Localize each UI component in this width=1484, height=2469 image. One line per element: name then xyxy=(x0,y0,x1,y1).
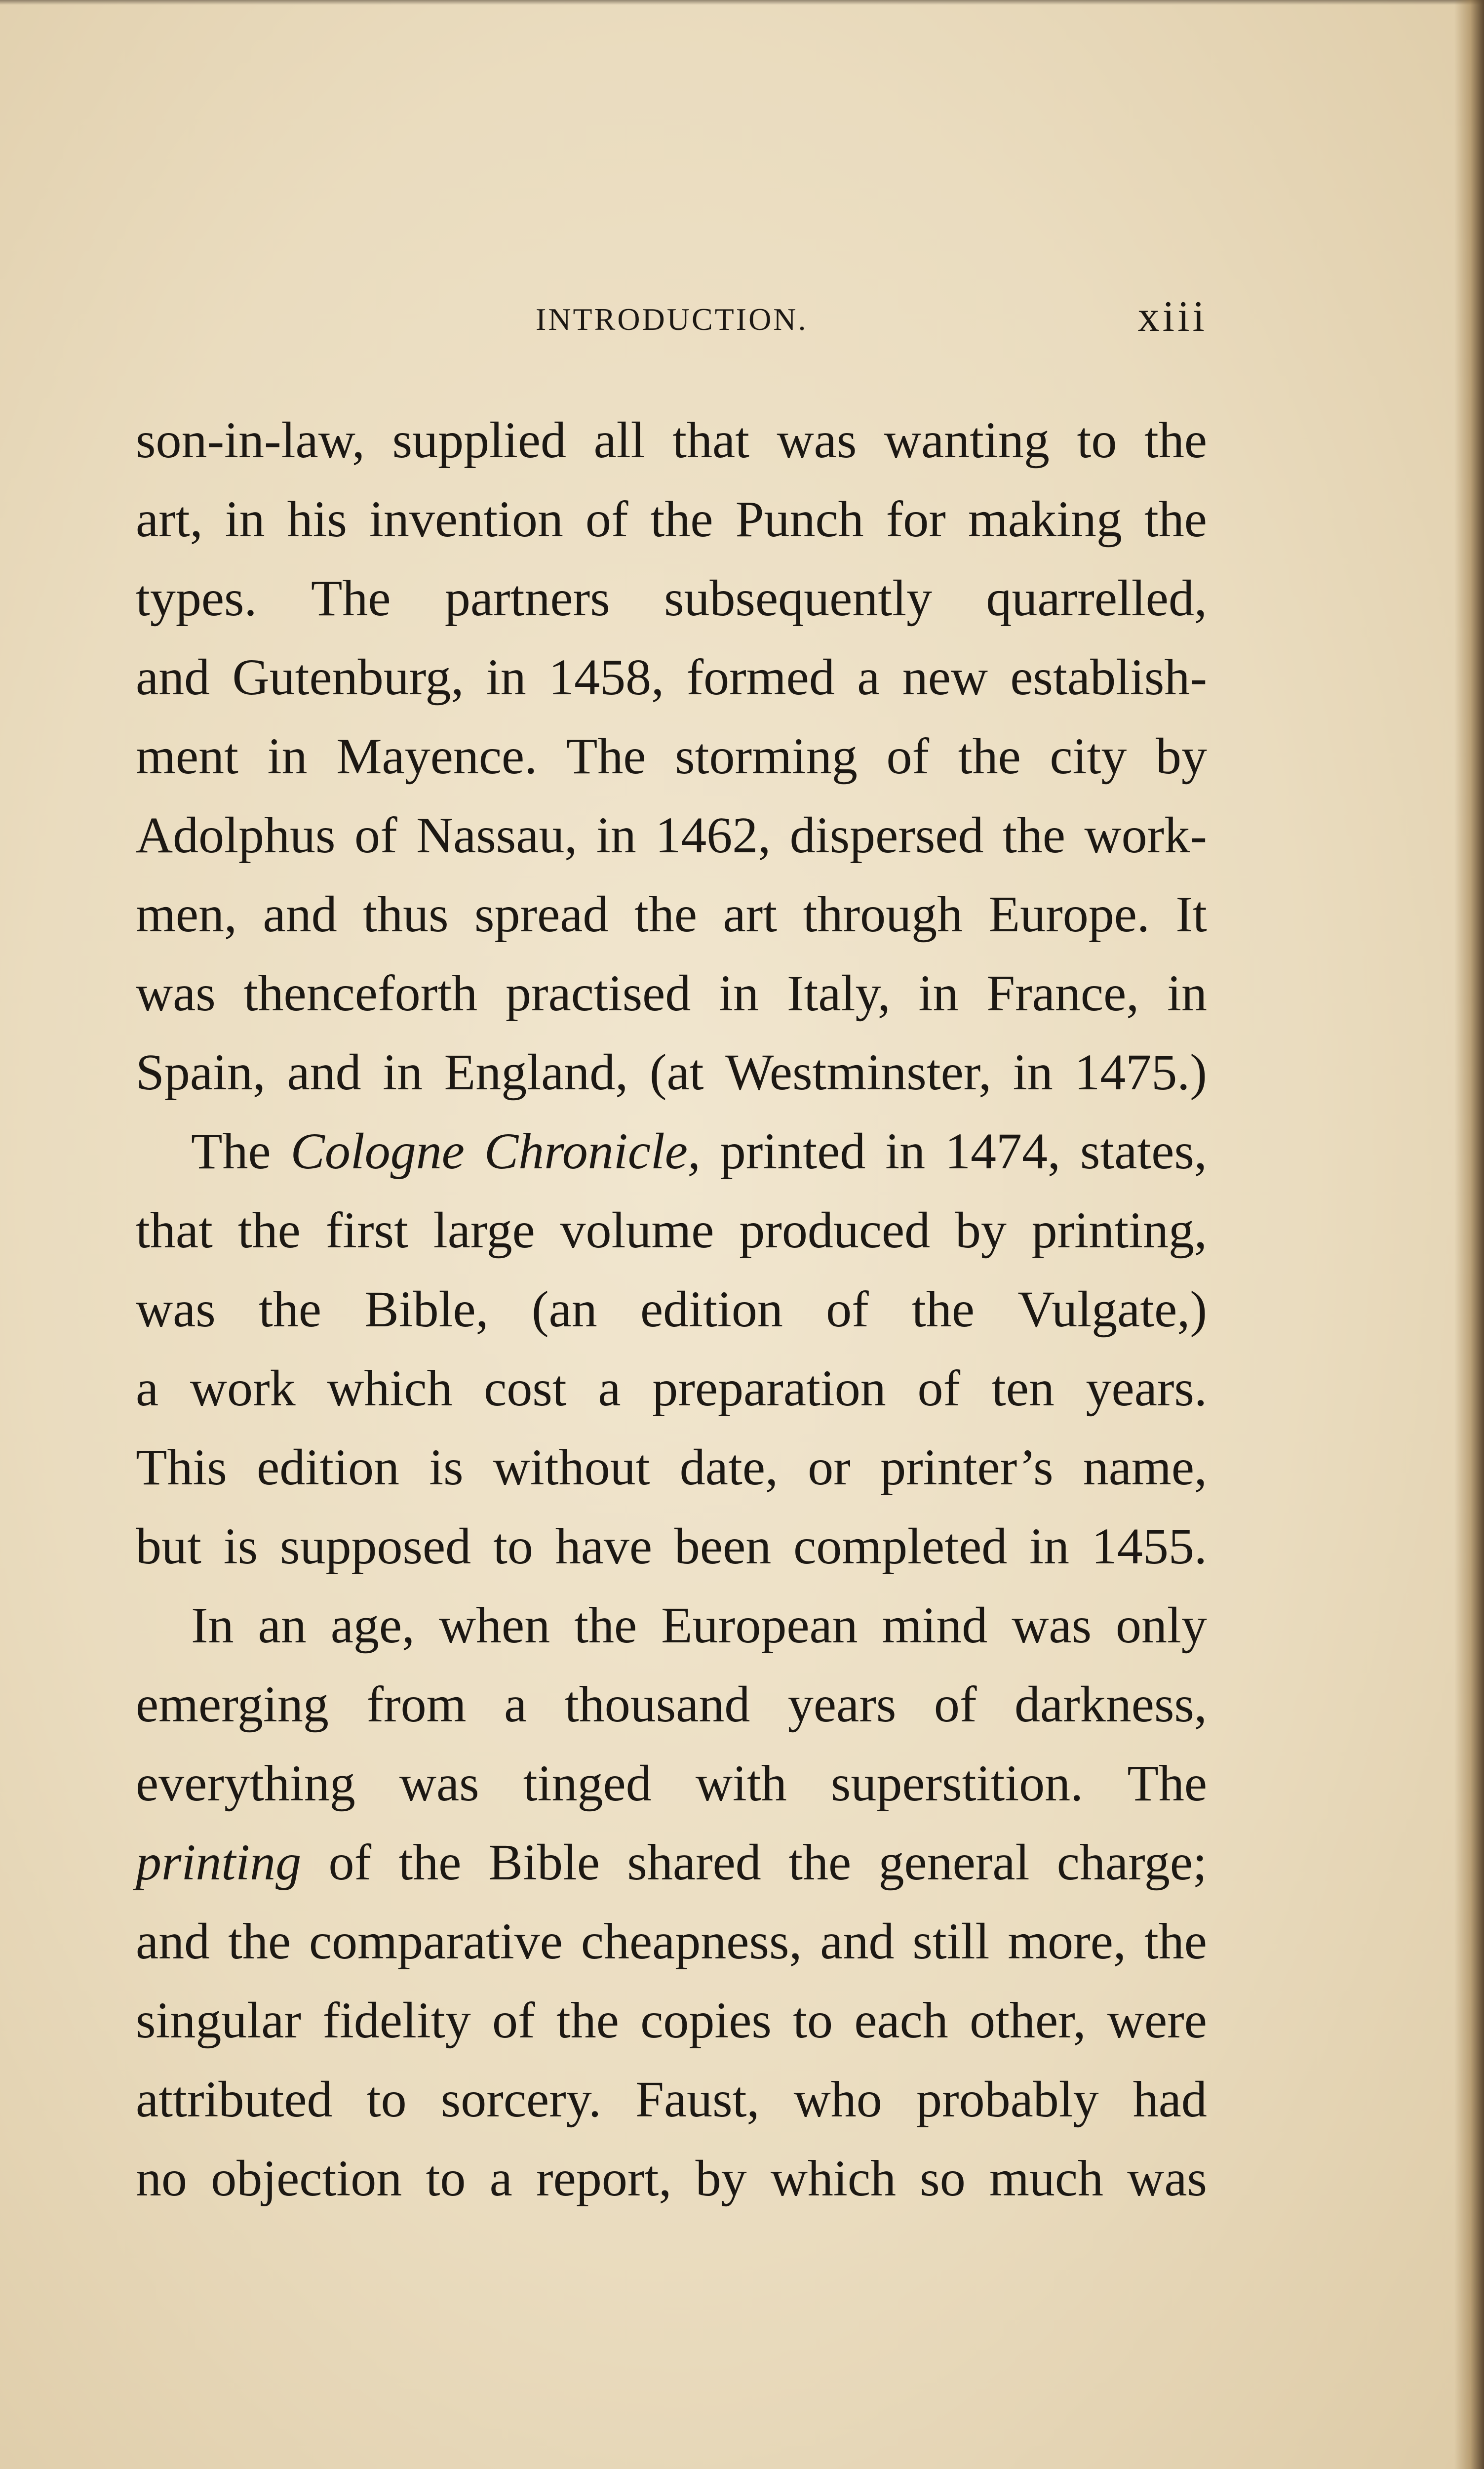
text-line xyxy=(136,491,1207,573)
word: in xyxy=(1167,965,1207,1022)
word: with xyxy=(695,1755,787,1812)
word: edition xyxy=(640,1281,783,1338)
word: years. xyxy=(1086,1360,1207,1417)
word: the xyxy=(556,1992,619,2049)
word: so xyxy=(920,2150,966,2207)
text-line xyxy=(136,1597,1207,1679)
word: practised xyxy=(505,965,691,1022)
word: in xyxy=(225,491,265,548)
word: The xyxy=(1127,1755,1207,1812)
word: the xyxy=(958,728,1021,785)
word: a xyxy=(857,649,880,706)
text-line xyxy=(136,1123,1207,1205)
word: his xyxy=(287,491,347,548)
word: who xyxy=(793,2071,882,2128)
word: everything xyxy=(136,1755,355,1812)
word: It xyxy=(1175,886,1207,943)
word: a xyxy=(136,1360,159,1417)
word: which xyxy=(327,1360,453,1417)
body-text xyxy=(136,412,1207,2232)
word: emerging xyxy=(136,1676,329,1733)
word: which xyxy=(770,2150,896,2207)
text-line xyxy=(136,886,1207,968)
word: Bible, xyxy=(364,1281,489,1338)
word: 1455. xyxy=(1091,1518,1207,1575)
word: to xyxy=(1077,412,1117,469)
word: 1458, xyxy=(548,649,664,706)
word: the xyxy=(650,491,713,548)
word: in xyxy=(1029,1518,1070,1575)
italic-word: printing xyxy=(136,1834,302,1891)
word: tinged xyxy=(523,1755,652,1812)
word: in xyxy=(918,965,959,1022)
word: cost xyxy=(484,1360,567,1417)
text-line xyxy=(136,1360,1207,1442)
word: printing, xyxy=(1031,1202,1207,1259)
page-top-edge xyxy=(0,0,1484,5)
word: subsequently xyxy=(664,570,933,627)
text-line xyxy=(136,1834,1207,1916)
word: was xyxy=(1127,2150,1207,2207)
text-line xyxy=(136,1281,1207,1363)
word: report, xyxy=(536,2150,672,2207)
word: an xyxy=(258,1597,307,1654)
word: copies xyxy=(640,1992,772,2049)
word: by xyxy=(955,1202,1007,1259)
word: the xyxy=(912,1281,975,1338)
text-line xyxy=(136,1992,1207,2074)
word: Mayence. xyxy=(336,728,538,785)
word: edition xyxy=(257,1439,399,1496)
word: The xyxy=(311,570,391,627)
word: ten xyxy=(991,1360,1054,1417)
word: the xyxy=(228,1913,291,1970)
word: or xyxy=(808,1439,851,1496)
word: that xyxy=(672,412,750,469)
word: Faust, xyxy=(635,2071,760,2128)
word: thousand xyxy=(564,1676,750,1733)
word: each xyxy=(854,1992,948,2049)
word: establish- xyxy=(1010,649,1207,706)
word: from xyxy=(366,1676,467,1733)
word: (at xyxy=(649,1044,704,1101)
word: city xyxy=(1050,728,1127,785)
word: and xyxy=(136,649,210,706)
word: and xyxy=(136,1913,210,1970)
word: work- xyxy=(1084,807,1207,864)
word: had xyxy=(1133,2071,1207,2128)
word: England, xyxy=(444,1044,628,1101)
word: more, xyxy=(1008,1913,1126,1970)
word: and xyxy=(820,1913,895,1970)
word: partners xyxy=(444,570,610,627)
word: have xyxy=(555,1518,653,1575)
word: printed xyxy=(720,1123,866,1180)
word: in xyxy=(1013,1044,1053,1101)
word: of xyxy=(492,1992,535,2049)
word: much xyxy=(989,2150,1104,2207)
word: when xyxy=(438,1597,550,1654)
word: invention xyxy=(369,491,563,548)
word: and xyxy=(287,1044,361,1101)
word: art, xyxy=(136,491,203,548)
word: to xyxy=(366,2071,407,2128)
text-line xyxy=(136,412,1207,494)
word: Nassau, xyxy=(416,807,578,864)
word: a xyxy=(489,2150,512,2207)
word: (an xyxy=(531,1281,597,1338)
text-line xyxy=(136,1755,1207,1837)
word: Italy, xyxy=(786,965,891,1022)
word: printer’s xyxy=(880,1439,1054,1496)
word: in xyxy=(486,649,526,706)
word: The xyxy=(191,1123,271,1180)
word: son-in-law, xyxy=(136,412,365,469)
word: darkness, xyxy=(1015,1676,1207,1733)
word: the xyxy=(237,1202,301,1259)
word: the xyxy=(574,1597,637,1654)
word: date, xyxy=(679,1439,779,1496)
word: to xyxy=(793,1992,833,2049)
word: through xyxy=(803,886,963,943)
word: 1475.) xyxy=(1074,1044,1207,1101)
text-line xyxy=(136,1913,1207,1995)
word: Spain, xyxy=(136,1044,266,1101)
word: volume xyxy=(560,1202,714,1259)
word: the xyxy=(398,1834,462,1891)
word: preparation xyxy=(652,1360,886,1417)
word: but xyxy=(136,1518,201,1575)
text-line xyxy=(136,1202,1207,1284)
text-line xyxy=(136,1676,1207,1758)
word: to xyxy=(426,2150,466,2207)
word: wanting xyxy=(884,412,1050,469)
word: the xyxy=(1144,1913,1207,1970)
word: supplied xyxy=(392,412,567,469)
word: fidelity xyxy=(322,1992,471,2049)
word: France, xyxy=(986,965,1139,1022)
text-line xyxy=(136,1044,1207,1126)
word: ment xyxy=(136,728,238,785)
word: the xyxy=(259,1281,322,1338)
word: shared xyxy=(627,1834,761,1891)
word: in xyxy=(267,728,308,785)
word: of xyxy=(328,1834,372,1891)
word: in xyxy=(885,1123,926,1180)
word: first xyxy=(325,1202,409,1259)
word: large xyxy=(433,1202,535,1259)
word: art xyxy=(723,886,778,943)
word: thenceforth xyxy=(243,965,478,1022)
word: were xyxy=(1107,1992,1207,2049)
word: probably xyxy=(916,2071,1099,2128)
word: the xyxy=(1144,491,1207,548)
word: by xyxy=(695,2150,747,2207)
page-number: xiii xyxy=(1137,293,1208,341)
word: of xyxy=(886,728,930,785)
text-line xyxy=(136,1439,1207,1521)
word: Europe. xyxy=(988,886,1150,943)
word: general xyxy=(878,1834,1030,1891)
word: a xyxy=(504,1676,527,1733)
word: charge; xyxy=(1056,1834,1207,1891)
word: a xyxy=(598,1360,621,1417)
word: objection xyxy=(211,2150,402,2207)
word: produced xyxy=(739,1202,931,1259)
word: is xyxy=(223,1518,258,1575)
word: superstition. xyxy=(830,1755,1084,1812)
word: 1462, xyxy=(655,807,771,864)
word: Vulgate,) xyxy=(1017,1281,1207,1338)
word: was xyxy=(1012,1597,1092,1654)
word: age, xyxy=(330,1597,415,1654)
word: Westminster, xyxy=(725,1044,992,1101)
word: spread xyxy=(474,886,609,943)
word: the xyxy=(788,1834,852,1891)
word: the xyxy=(634,886,697,943)
word: and xyxy=(263,886,337,943)
word: the xyxy=(1144,412,1207,469)
word: of xyxy=(917,1360,961,1417)
word: for xyxy=(886,491,946,548)
italic-word: Chronicle, xyxy=(484,1123,701,1180)
text-line xyxy=(136,1518,1207,1600)
word: The xyxy=(566,728,646,785)
word: In xyxy=(191,1597,234,1654)
word: mind xyxy=(882,1597,988,1654)
word: in xyxy=(596,807,636,864)
word: no xyxy=(136,2150,187,2207)
word: that xyxy=(136,1202,213,1259)
text-line xyxy=(136,2071,1207,2153)
word: years xyxy=(787,1676,897,1733)
word: of xyxy=(585,491,628,548)
word: to xyxy=(493,1518,533,1575)
word: 1474, xyxy=(945,1123,1060,1180)
word: of xyxy=(934,1676,977,1733)
word: the xyxy=(1003,807,1066,864)
word: singular xyxy=(136,1992,302,2049)
word: states, xyxy=(1080,1123,1207,1180)
page-fore-edge xyxy=(1454,0,1484,2469)
text-line xyxy=(136,965,1207,1047)
word: in xyxy=(719,965,759,1022)
word: was xyxy=(399,1755,479,1812)
word: still xyxy=(912,1913,990,1970)
word: name, xyxy=(1083,1439,1207,1496)
running-head: INTRODUCTION. xyxy=(536,302,808,337)
word: sorcery. xyxy=(440,2071,602,2128)
text-line xyxy=(136,807,1207,889)
word: was xyxy=(777,412,857,469)
word: by xyxy=(1156,728,1207,785)
word: work xyxy=(190,1360,296,1417)
word: completed xyxy=(793,1518,1008,1575)
word: making xyxy=(968,491,1122,548)
word: Bible xyxy=(488,1834,600,1891)
word: formed xyxy=(686,649,835,706)
word: thus xyxy=(363,886,449,943)
word: of xyxy=(354,807,397,864)
word: of xyxy=(826,1281,869,1338)
text-line xyxy=(136,2150,1207,2232)
word: other, xyxy=(970,1992,1086,2049)
word: storming xyxy=(675,728,858,785)
word: This xyxy=(136,1439,227,1496)
text-line xyxy=(136,728,1207,810)
word: was xyxy=(136,1281,216,1338)
word: European xyxy=(661,1597,858,1654)
word: Punch xyxy=(735,491,864,548)
word: been xyxy=(674,1518,772,1575)
text-line xyxy=(136,570,1207,652)
word: supposed xyxy=(280,1518,471,1575)
italic-word: Cologne xyxy=(290,1123,465,1180)
word: cheapness, xyxy=(581,1913,802,1970)
word: only xyxy=(1116,1597,1207,1654)
word: Gutenburg, xyxy=(232,649,464,706)
word: quarrelled, xyxy=(986,570,1207,627)
word: in xyxy=(383,1044,423,1101)
word: is xyxy=(429,1439,464,1496)
word: was xyxy=(136,965,216,1022)
word: types. xyxy=(136,570,257,627)
word: without xyxy=(493,1439,650,1496)
word: men, xyxy=(136,886,237,943)
word: dispersed xyxy=(789,807,984,864)
word: comparative xyxy=(309,1913,563,1970)
word: attributed xyxy=(136,2071,333,2128)
word: new xyxy=(902,649,988,706)
text-line xyxy=(136,649,1207,731)
word: all xyxy=(593,412,645,469)
word: Adolphus xyxy=(136,807,336,864)
